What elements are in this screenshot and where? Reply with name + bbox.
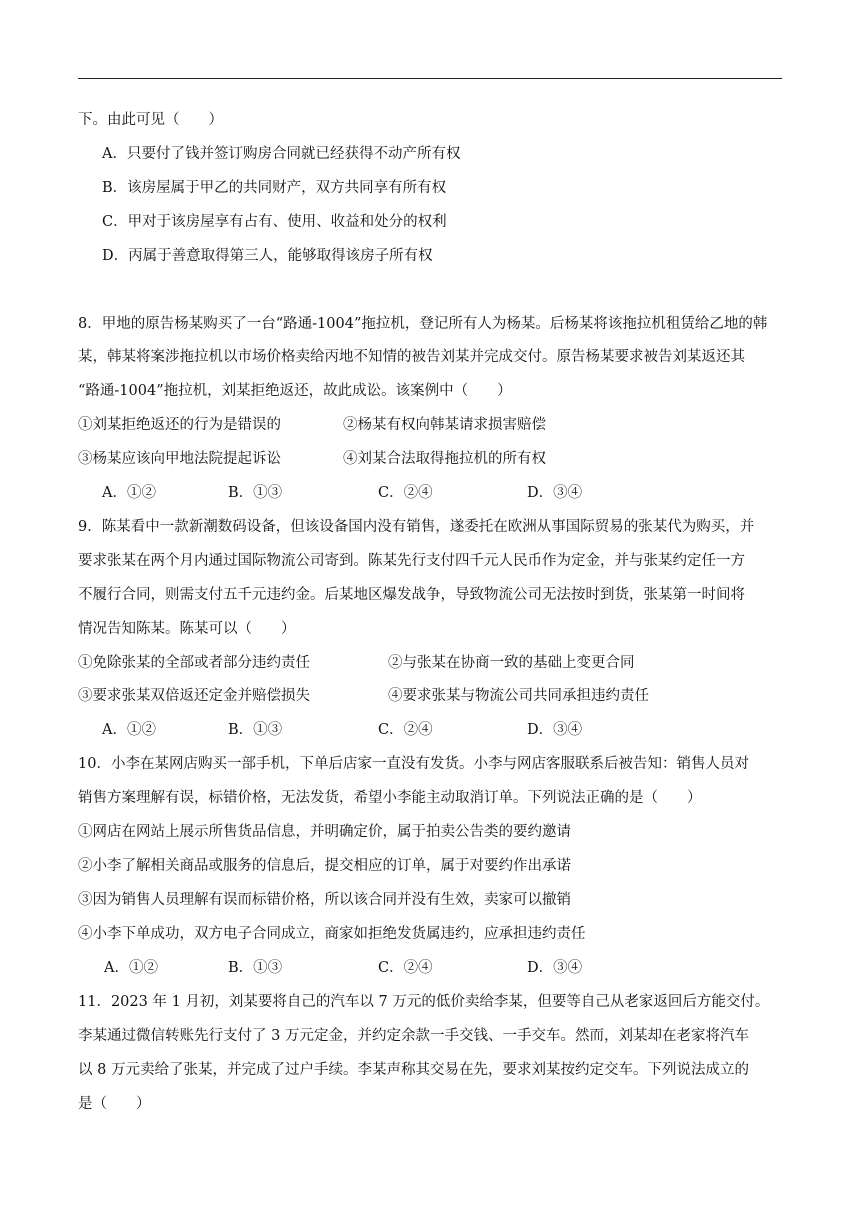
q10-stem-line-1: 10．小李在某网店购买一部手机，下单后店家一直没有发货。小李与网店客服联系后被告知：销售人员对 xyxy=(78,756,749,772)
q10-choice-d: D．③④ xyxy=(527,960,583,976)
q8-stem-line-3: “路通-1004”拖拉机，刘某拒绝返还，故此成讼。该案例中（ ） xyxy=(78,383,512,399)
q10-choice-c: C．②④ xyxy=(378,960,433,976)
q10-choice-a: A．①② xyxy=(104,960,158,976)
q8-stem-line-2: 某，韩某将案涉拖拉机以市场价格卖给丙地不知情的被告刘某并完成交付。原告杨某要求被告刘某返还其 xyxy=(78,349,745,365)
q11-stem-line-1: 11．2023 年 1 月初，刘某要将自己的汽车以 7 万元的低价卖给李某，但要等自己从老家返回后方能交付。 xyxy=(78,994,770,1010)
header-rule xyxy=(78,78,782,79)
q9-choice-a: A．①② xyxy=(102,722,156,738)
q10-item-4: ④小李下单成功，双方电子合同成立，商家如拒绝发货属违约，应承担违约责任 xyxy=(78,926,586,942)
q9-choice-d: D．③④ xyxy=(527,722,583,738)
q8-choice-c: C．②④ xyxy=(378,485,433,501)
q9-stem-line-1: 9．陈某看中一款新潮数码设备，但该设备国内没有销售，遂委托在欧洲从事国际贸易的张某代为购买，并 xyxy=(78,519,755,535)
q8-item-2: ②杨某有权向韩某请求损害赔偿 xyxy=(343,417,546,433)
q8-choice-a: A．①② xyxy=(102,485,156,501)
q8-choice-d: D．③④ xyxy=(527,485,583,501)
q10-item-1: ①网店在网站上展示所售货品信息，并明确定价，属于拍卖公告类的要约邀请 xyxy=(78,824,571,840)
q8-item-4: ④刘某合法取得拖拉机的所有权 xyxy=(343,451,546,467)
q11-stem-line-3: 以 8 万元卖给了张某，并完成了过户手续。李某声称其交易在先，要求刘某按约定交车。下列说法成立的 xyxy=(78,1062,749,1078)
q7-option-c: C．甲对于该房屋享有占有、使用、收益和处分的权利 xyxy=(102,214,447,230)
q11-stem-line-2: 李某通过微信转账先行支付了 3 万元定金，并约定余款一手交钱、一手交车。然而，刘某却在老家将汽车 xyxy=(78,1028,749,1044)
q9-stem-line-2: 要求张某在两个月内通过国际物流公司寄到。陈某先行支付四千元人民币作为定金，并与张某约定任一方 xyxy=(78,553,745,569)
q9-stem-line-3: 不履行合同，则需支付五千元违约金。后某地区爆发战争，导致物流公司无法按时到货，张某第一时间将 xyxy=(78,587,745,603)
q10-item-3: ③因为销售人员理解有误而标错价格，所以该合同并没有生效，卖家可以撤销 xyxy=(78,892,571,908)
q8-stem-line-1: 8．甲地的原告杨某购买了一台“路通-1004”拖拉机，登记所有人为杨某。后杨某将该拖拉机租赁给乙地的韩 xyxy=(78,316,768,332)
q8-choice-b: B．①③ xyxy=(228,485,283,501)
q7-option-a: A．只要付了钱并签订购房合同就已经获得不动产所有权 xyxy=(102,146,461,162)
q8-item-3: ③杨某应该向甲地法院提起诉讼 xyxy=(78,451,281,467)
q9-item-3: ③要求张某双倍返还定金并赔偿损失 xyxy=(78,688,310,704)
q10-item-2: ②小李了解相关商品或服务的信息后，提交相应的订单，属于对要约作出承诺 xyxy=(78,858,571,874)
q10-choice-b: B．①③ xyxy=(228,960,283,976)
q7-option-d: D．丙属于善意取得第三人，能够取得该房子所有权 xyxy=(102,248,433,264)
q9-item-2: ②与张某在协商一致的基础上变更合同 xyxy=(388,655,635,671)
q9-choice-c: C．②④ xyxy=(378,722,433,738)
q7-option-b: B．该房屋属于甲乙的共同财产，双方共同享有所有权 xyxy=(102,180,447,196)
q9-item-4: ④要求张某与物流公司共同承担违约责任 xyxy=(388,688,649,704)
q10-stem-line-2: 销售方案理解有误，标错价格，无法发货，希望小李能主动取消订单。下列说法正确的是（ ） xyxy=(78,790,702,806)
q9-item-1: ①免除张某的全部或者部分违约责任 xyxy=(78,655,310,671)
q7-stem-end: 下。由此可见（ ） xyxy=(78,112,223,128)
q11-stem-line-4: 是（ ） xyxy=(78,1096,151,1112)
q9-choice-b: B．①③ xyxy=(228,722,283,738)
q9-stem-line-4: 情况告知陈某。陈某可以（ ） xyxy=(78,621,296,637)
q8-item-1: ①刘某拒绝返还的行为是错误的 xyxy=(78,417,281,433)
